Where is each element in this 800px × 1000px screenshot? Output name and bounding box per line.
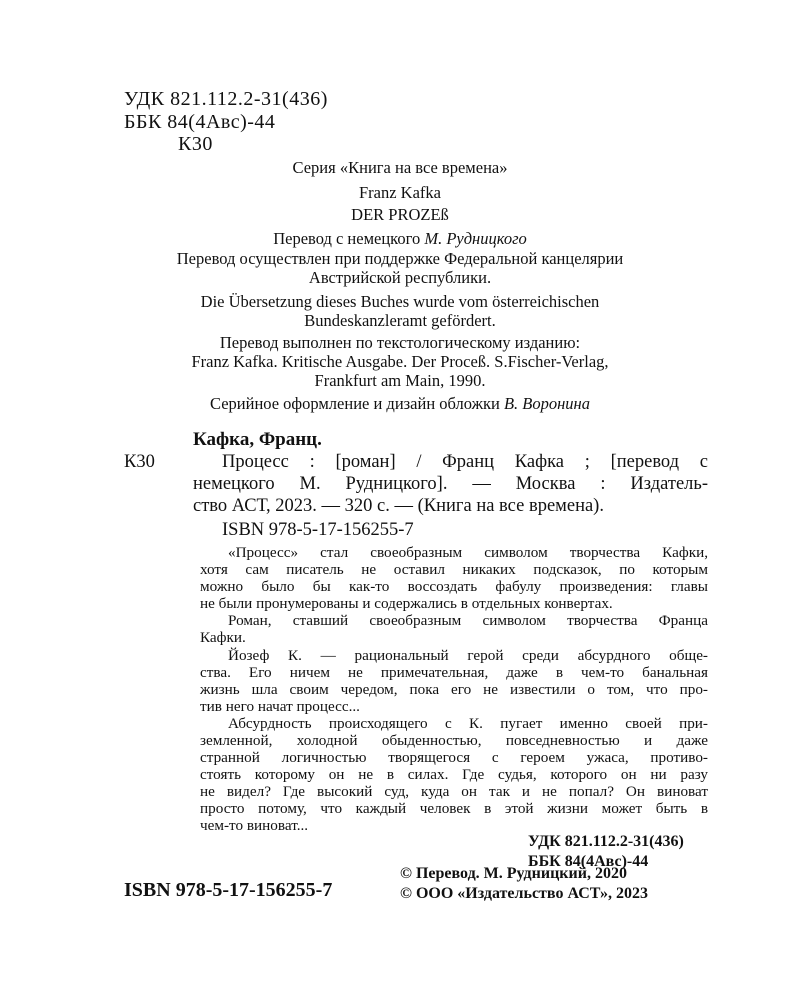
annotation-line: тив него начат процесс... xyxy=(200,698,360,715)
annotation-line: Абсурдность происходящего с К. пугает именно своей при- xyxy=(228,715,708,732)
annotation-line: Роман, ставший своеобразным символом творчества Франца xyxy=(228,612,708,629)
support-ru-line-1: Перевод осуществлен при поддержке Федеральной канцелярии xyxy=(176,249,624,268)
original-title: DER PROZEß xyxy=(351,205,449,224)
source-edition-line-2: Franz Kafka. Kritische Ausgabe. Der Proceß. S.Fischer-Verlag, xyxy=(191,352,609,371)
annotation-line: стоять которому он не в силах. Где судья, которого он ни разу xyxy=(200,766,708,783)
bib-heading: Кафка, Франц. xyxy=(193,429,322,450)
designer-name: В. Воронина xyxy=(503,394,590,413)
source-edition-line-1: Перевод выполнен по текстологическому изданию: xyxy=(219,333,581,352)
bib-line-2: немецкого М. Рудницкого]. — Москва : Издатель- xyxy=(193,474,708,494)
bib-isbn: ISBN 978-5-17-156255-7 xyxy=(222,520,414,540)
annotation-line: Йозеф К. — рациональный герой среди абсурдного обще- xyxy=(228,647,708,664)
annotation-line: Кафки. xyxy=(200,629,246,646)
support-ru-line-2: Австрийской республики. xyxy=(308,268,492,287)
annotation-line: не были пронумерованы и содержались в отдельных конвертах. xyxy=(200,595,613,612)
copyright-translation: © Перевод. М. Рудницкий, 2020 xyxy=(400,865,627,882)
annotation-line: земленной, холодной обыденностью, повседневностью и даже xyxy=(200,732,708,749)
annotation-line: можно было бы как-то воссоздать фабулу произведения: главы xyxy=(200,578,708,595)
original-author: Franz Kafka xyxy=(358,183,441,202)
translation-credit xyxy=(0,229,800,249)
annotation-line: чем-то виноват... xyxy=(200,817,309,834)
footer-bbk: ББК 84(4Авс)-44 xyxy=(528,853,649,870)
author-mark: К30 xyxy=(178,133,213,155)
copyright-publisher: © ООО «Издательство АСТ», 2023 xyxy=(400,885,649,902)
bib-line-3: ство АСТ, 2023. — 320 с. — (Книга на все времена). xyxy=(193,496,604,516)
annotation-line: ства. Его ничем не примечательная, даже в чем-то банальная xyxy=(200,664,708,681)
annotation-line: хотя сам писатель не оставил никаких подсказок, по которым xyxy=(200,561,708,578)
bib-line-1: Процесс : [роман] / Франц Кафка ; [перевод с xyxy=(222,452,708,472)
support-de-line-1: Die Übersetzung dieses Buches wurde vom österreichischen xyxy=(200,292,600,311)
source-edition-line-3: Frankfurt am Main, 1990. xyxy=(314,371,486,390)
translator-name: М. Рудницкого xyxy=(424,229,527,248)
design-prefix: Серийное оформление и дизайн обложки xyxy=(210,394,500,413)
bib-mark: К30 xyxy=(124,452,155,472)
bbk-code: ББК 84(4Авс)-44 xyxy=(124,111,276,133)
footer-isbn: ISBN 978-5-17-156255-7 xyxy=(124,879,333,901)
translation-prefix: Перевод с немецкого xyxy=(273,229,421,248)
annotation-line: странной логичностью творящегося с героем ужаса, противо- xyxy=(200,749,708,766)
annotation-line: жизнь шла своим чередом, пока его не известили о том, что про- xyxy=(200,681,708,698)
annotation-line: «Процесс» стал своеобразным символом творчества Кафки, xyxy=(228,544,708,561)
udk-code: УДК 821.112.2-31(436) xyxy=(124,88,328,110)
annotation-line: не видел? Где высокий суд, куда он так и не попал? Он виноват xyxy=(200,783,708,800)
series-line: Серия «Книга на все времена» xyxy=(292,158,508,177)
support-de-line-2: Bundeskanzleramt gefördert. xyxy=(304,311,496,330)
footer-udk: УДК 821.112.2-31(436) xyxy=(528,833,684,850)
annotation-line: просто потому, что каждый человек в этой жизни может быть в xyxy=(200,800,708,817)
design-credit xyxy=(0,394,800,414)
